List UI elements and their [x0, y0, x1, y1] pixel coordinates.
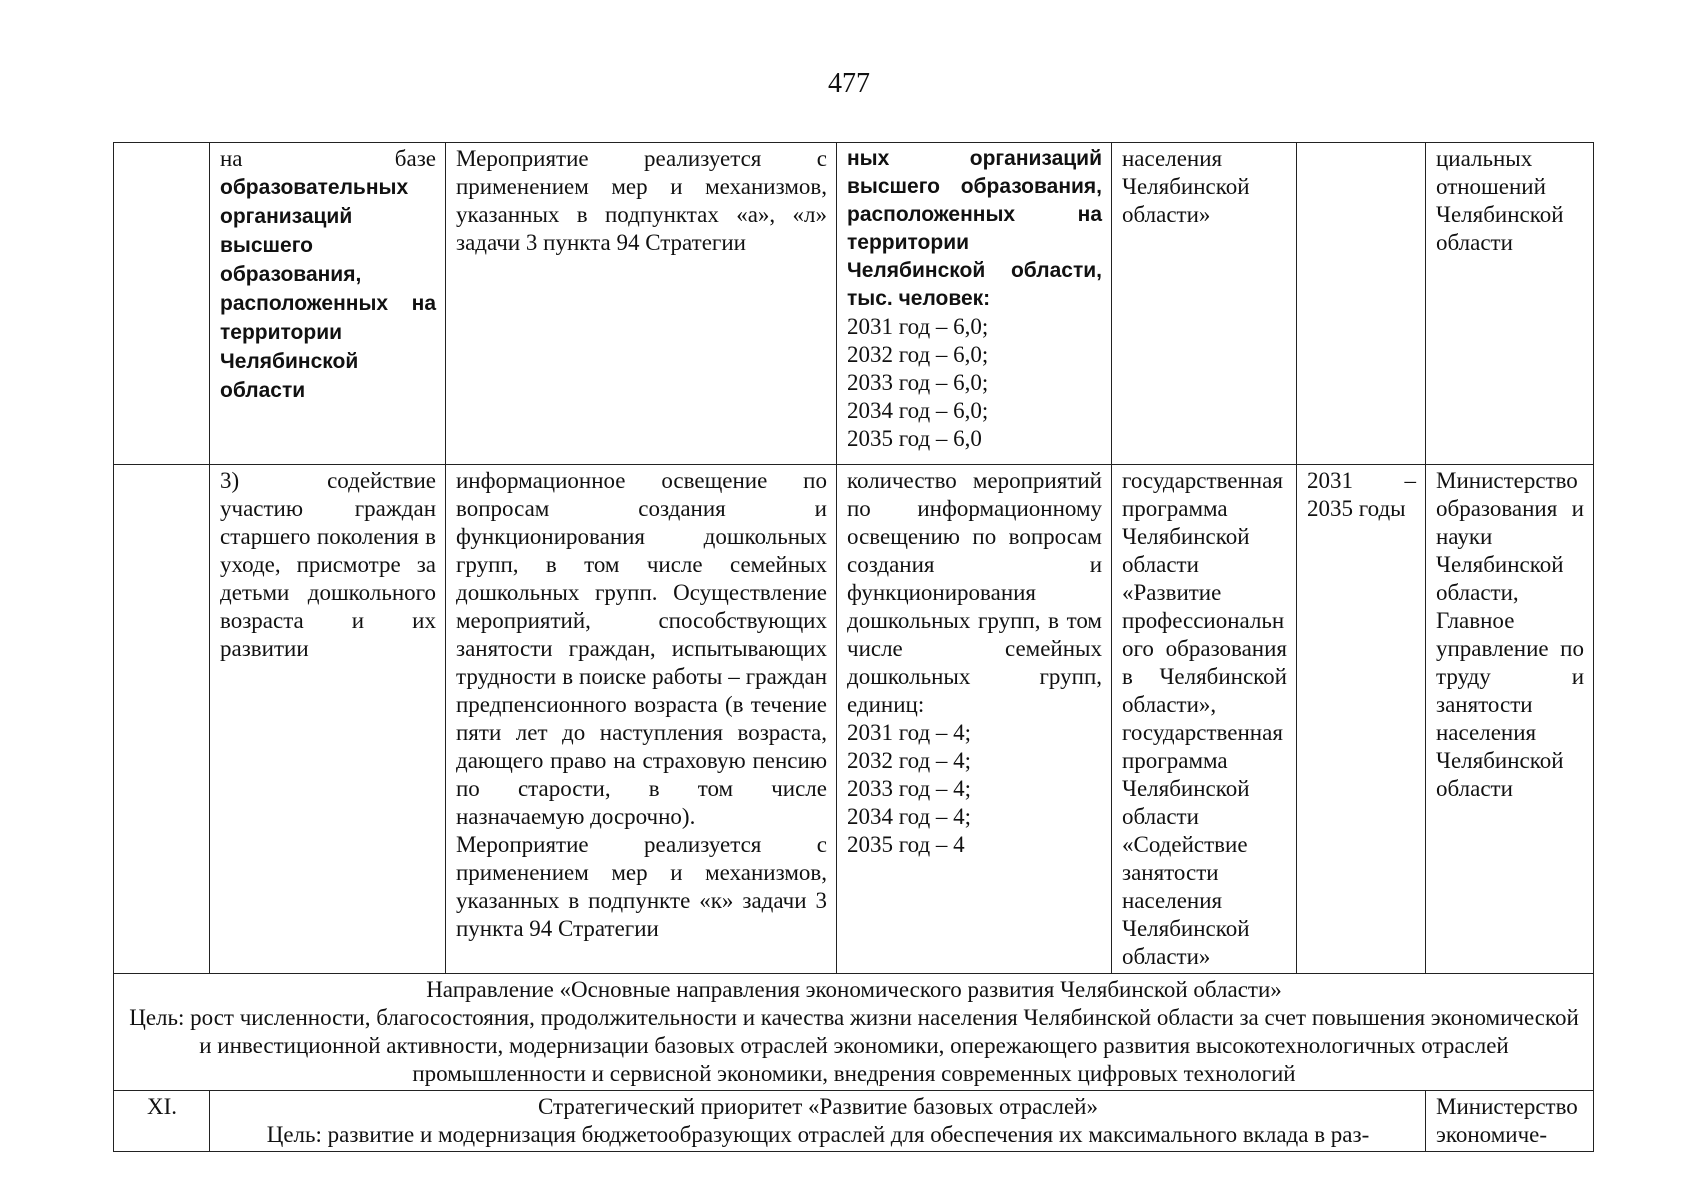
row1-number-cell: [114, 143, 210, 465]
row2-indicator-value: 2033 год – 4;: [847, 776, 972, 801]
row1-responsible-cell: циальных отношений Челябинской области: [1426, 143, 1594, 465]
row2-measure-note: Мероприятие реализуется с применением мер и механизмов, указанных в подпункте «к» задачи 3 пункта 94 Стратегии: [456, 832, 827, 941]
row1-task-prefix: на базе: [220, 146, 436, 171]
row1-measure-cell: Мероприятие реализуется с применением мер и механизмов, указанных в подпунктах «а», «л» задачи 3 пункта 94 Стратегии: [446, 143, 837, 465]
page-number: 477: [828, 68, 870, 99]
row1-task-bold: образовательных организаций высшего образования, расположенных на территории Челябинской области: [220, 176, 436, 402]
row2-measure-cell: [446, 465, 837, 974]
row2-indicator-value: 2035 год – 4: [847, 832, 965, 857]
strategy-table: [113, 142, 1594, 1152]
direction-goal: Цель: рост численности, благосостояния, продолжительности и качества жизни населения Челябинской области за счет повышения экономической и инвестиционной активности, модернизации базовых отраслей экономики, опережающего развития высокотехнологичных отраслей промышленности и сервисной экономики, внедрения современных цифровых технологий: [129, 1005, 1579, 1086]
row1-indicator-value: 2035 год – 6,0: [847, 426, 982, 451]
row1-indicator-value: 2032 год – 6,0;: [847, 342, 989, 367]
row2-measure-text: информационное освещение по вопросам создания и функционирования дошкольных групп, в том числе семейных дошкольных групп. Осуществление мероприятий, способствующих занятости граждан, испытывающих трудности в поиске работы – граждан предпенсионного возраста (в течение пяти лет до наступления возраста, дающего право на страховую пенсию по старости, в том числе назначаемую досрочно).: [456, 468, 827, 829]
direction-cell: [114, 974, 1594, 1091]
priority-number: XI.: [114, 1091, 210, 1152]
row1-indicator-cell: [837, 143, 1112, 465]
row1-indicator-title: ных организаций высшего образования, расположенных на территории Челябинской области, тыс. человек:: [847, 147, 1102, 310]
row1-indicator-value: 2034 год – 6,0;: [847, 398, 989, 423]
priority-responsible: Министерство экономиче-: [1426, 1091, 1594, 1152]
row2-task-cell: 3) содействие участию граждан старшего поколения в уходе, присмотре за детьми дошкольного возраста и их развитии: [210, 465, 446, 974]
row1-indicator-value: 2033 год – 6,0;: [847, 370, 989, 395]
direction-title: Направление «Основные направления экономического развития Челябинской области»: [426, 977, 1282, 1002]
row2-indicator-value: 2031 год – 4;: [847, 720, 972, 745]
row1-indicator-value: 2031 год – 6,0;: [847, 314, 989, 339]
row1-program-cell: населения Челябинской области»: [1112, 143, 1297, 465]
row1-task-cell: [210, 143, 446, 465]
row2-number-cell: [114, 465, 210, 974]
priority-row: [114, 1091, 1594, 1152]
row2-period-cell: 2031 – 2035 годы: [1297, 465, 1426, 974]
table-row: [114, 143, 1594, 465]
row2-indicator-value: 2032 год – 4;: [847, 748, 972, 773]
row2-indicator-title: количество мероприятий по информационному освещению по вопросам создания и функционирования дошкольных групп, в том числе семейных дошкольных групп, единиц:: [847, 468, 1102, 717]
row2-program-cell: государственная программа Челябинской области «Развитие профессионального образования в Челябинской области», государственная программа Челябинской области «Содействие занятости населения Челябинской области»: [1112, 465, 1297, 974]
priority-cell: [210, 1091, 1426, 1152]
row2-responsible-cell: Министерство образования и науки Челябинской области, Главное управление по труду и занятости населения Челябинской области: [1426, 465, 1594, 974]
direction-row: [114, 974, 1594, 1091]
row2-indicator-value: 2034 год – 4;: [847, 804, 972, 829]
table-row: [114, 465, 1594, 974]
priority-title: Стратегический приоритет «Развитие базовых отраслей»: [537, 1094, 1098, 1119]
row2-indicator-cell: [837, 465, 1112, 974]
row1-period-cell: [1297, 143, 1426, 465]
priority-goal: Цель: развитие и модернизация бюджетообразующих отраслей для обеспечения их максимального вклада в раз-: [266, 1122, 1370, 1147]
